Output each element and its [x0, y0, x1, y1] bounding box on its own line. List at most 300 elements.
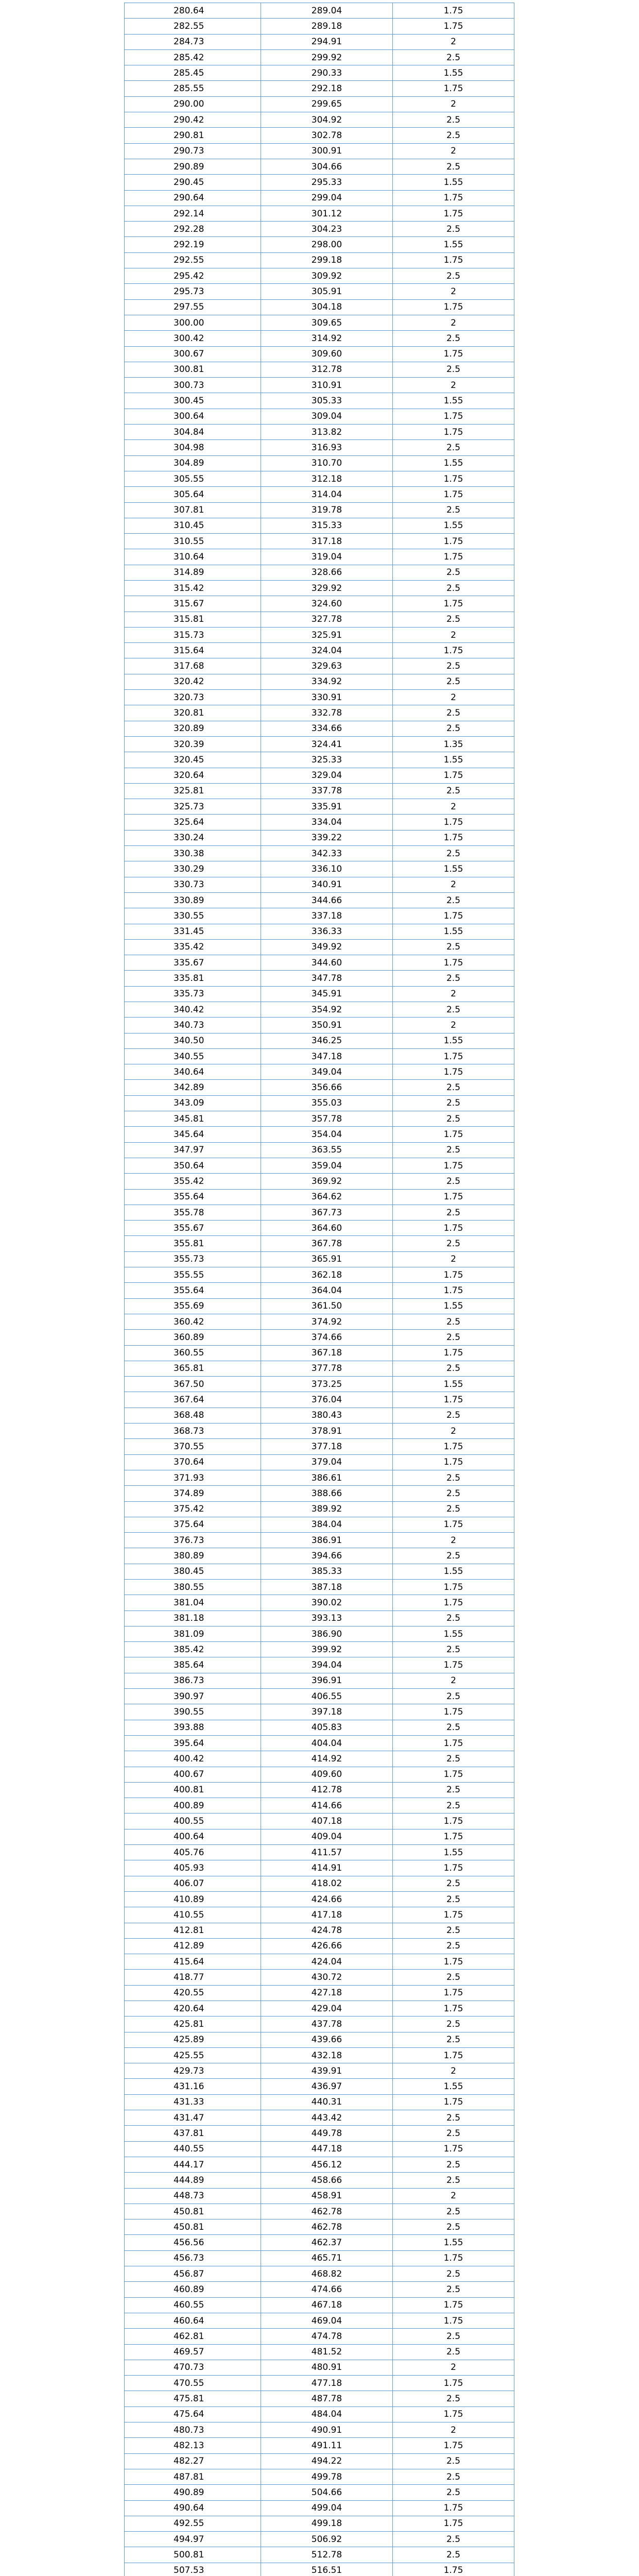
- table-row: [125, 143, 514, 159]
- table-cell: 381.18: [125, 1611, 261, 1626]
- table-cell: 320.64: [125, 768, 261, 783]
- table-row: [125, 1361, 514, 1376]
- table-cell: 300.00: [125, 315, 261, 330]
- table-cell: 355.78: [125, 1205, 261, 1220]
- table-cell: 1.75: [393, 409, 514, 424]
- table-row: [125, 2063, 514, 2079]
- table-row: [125, 2329, 514, 2344]
- table-cell: 336.10: [261, 861, 393, 877]
- table-row: [125, 783, 514, 799]
- table-cell: 365.91: [261, 1251, 393, 1267]
- table-cell: 374.89: [125, 1486, 261, 1501]
- table-cell: 300.67: [125, 346, 261, 362]
- table-cell: 1.75: [393, 2001, 514, 2016]
- table-cell: 468.82: [261, 2266, 393, 2282]
- table-row: [125, 721, 514, 736]
- table-cell: 1.55: [393, 2235, 514, 2250]
- table-cell: 377.18: [261, 1439, 393, 1454]
- table-row: [125, 752, 514, 768]
- table-row: [125, 1439, 514, 1454]
- table-cell: 397.18: [261, 1704, 393, 1720]
- table-cell: 425.81: [125, 2016, 261, 2032]
- table-cell: 344.66: [261, 892, 393, 908]
- table-cell: 299.65: [261, 96, 393, 112]
- table-cell: 491.11: [261, 2438, 393, 2453]
- table-cell: 400.42: [125, 1751, 261, 1767]
- table-cell: 2: [393, 1533, 514, 1548]
- table-cell: 1.75: [393, 425, 514, 440]
- table-cell: 360.55: [125, 1345, 261, 1361]
- table-cell: 313.82: [261, 425, 393, 440]
- table-cell: 299.04: [261, 190, 393, 206]
- table-cell: 512.78: [261, 2547, 393, 2563]
- table-cell: 305.91: [261, 284, 393, 299]
- table-cell: 315.67: [125, 596, 261, 612]
- table-cell: 1.75: [393, 2047, 514, 2063]
- table-cell: 405.83: [261, 1720, 393, 1735]
- table-cell: 2.5: [393, 1876, 514, 1891]
- table-row: [125, 1704, 514, 1720]
- table-cell: 320.45: [125, 752, 261, 768]
- table-cell: 2.5: [393, 1205, 514, 1220]
- table-cell: 2.5: [393, 1782, 514, 1798]
- table-cell: 2.5: [393, 1470, 514, 1485]
- table-cell: 424.78: [261, 1923, 393, 1938]
- table-cell: 1.75: [393, 1767, 514, 1782]
- table-cell: 404.04: [261, 1735, 393, 1751]
- table-cell: 417.18: [261, 1907, 393, 1923]
- table-cell: 355.55: [125, 1267, 261, 1283]
- table-row: [125, 190, 514, 206]
- table-row: [125, 2297, 514, 2313]
- table-cell: 325.64: [125, 815, 261, 830]
- table-cell: 487.81: [125, 2469, 261, 2484]
- table-cell: 2.5: [393, 112, 514, 128]
- table-cell: 456.73: [125, 2250, 261, 2266]
- table-row: [125, 674, 514, 689]
- table-cell: 448.73: [125, 2188, 261, 2204]
- table-cell: 315.33: [261, 518, 393, 533]
- table-row: [125, 268, 514, 284]
- table-cell: 394.04: [261, 1657, 393, 1673]
- table-cell: 330.55: [125, 908, 261, 924]
- table-cell: 1.75: [393, 1127, 514, 1142]
- table-cell: 400.67: [125, 1767, 261, 1782]
- table-row: [125, 1985, 514, 2001]
- table-row: [125, 1767, 514, 1782]
- table-row: [125, 2422, 514, 2438]
- table-cell: 450.81: [125, 2204, 261, 2219]
- table-cell: 456.56: [125, 2235, 261, 2250]
- table-row: [125, 1127, 514, 1142]
- table-cell: 1.55: [393, 175, 514, 190]
- table-cell: 405.93: [125, 1860, 261, 1876]
- table-row: [125, 1470, 514, 1485]
- table-cell: 2.5: [393, 1486, 514, 1501]
- table-row: [125, 534, 514, 549]
- table-cell: 437.78: [261, 2016, 393, 2032]
- table-cell: 330.91: [261, 690, 393, 705]
- table-cell: 458.66: [261, 2173, 393, 2188]
- table-cell: 469.57: [125, 2344, 261, 2360]
- table-cell: 490.91: [261, 2422, 393, 2438]
- table-cell: 337.78: [261, 783, 393, 799]
- table-cell: 1.55: [393, 455, 514, 471]
- table-cell: 1.75: [393, 815, 514, 830]
- table-cell: 300.81: [125, 362, 261, 377]
- table-cell: 309.65: [261, 315, 393, 330]
- table-cell: 393.88: [125, 1720, 261, 1735]
- table-cell: 340.55: [125, 1048, 261, 1064]
- table-cell: 499.04: [261, 2500, 393, 2516]
- table-cell: 470.55: [125, 2376, 261, 2391]
- table-cell: 314.89: [125, 565, 261, 580]
- table-cell: 2.5: [393, 2204, 514, 2219]
- table-cell: 415.64: [125, 1954, 261, 1970]
- table-cell: 1.35: [393, 736, 514, 752]
- table-cell: 1.75: [393, 2406, 514, 2422]
- table-cell: 290.89: [125, 159, 261, 174]
- table-row: [125, 1018, 514, 1033]
- table-row: [125, 2235, 514, 2250]
- table-cell: 345.81: [125, 1111, 261, 1127]
- table-cell: 1.75: [393, 643, 514, 658]
- table-row: [125, 1517, 514, 1532]
- table-cell: 354.04: [261, 1127, 393, 1142]
- table-cell: 316.93: [261, 440, 393, 455]
- table-cell: 437.81: [125, 2126, 261, 2141]
- table-cell: 2: [393, 284, 514, 299]
- table-cell: 285.45: [125, 65, 261, 81]
- table-row: [125, 939, 514, 955]
- table-cell: 336.33: [261, 924, 393, 939]
- table-row: [125, 861, 514, 877]
- table-cell: 290.81: [125, 128, 261, 143]
- table-cell: 1.75: [393, 1579, 514, 1595]
- table-cell: 1.75: [393, 2141, 514, 2157]
- table-cell: 349.04: [261, 1064, 393, 1080]
- table-row: [125, 1798, 514, 1814]
- table-row: [125, 1345, 514, 1361]
- table-row: [125, 1423, 514, 1439]
- table-cell: 355.64: [125, 1189, 261, 1205]
- table-cell: 2.5: [393, 502, 514, 518]
- table-cell: 2.5: [393, 580, 514, 596]
- table-cell: 349.92: [261, 939, 393, 955]
- table-cell: 1.75: [393, 2376, 514, 2391]
- table-cell: 334.04: [261, 815, 393, 830]
- table-cell: 396.91: [261, 1673, 393, 1688]
- table-cell: 2: [393, 2360, 514, 2375]
- table-row: [125, 2141, 514, 2157]
- table-row: [125, 1720, 514, 1735]
- table-cell: 475.64: [125, 2406, 261, 2422]
- table-cell: 317.18: [261, 534, 393, 549]
- table-cell: 1.75: [393, 1158, 514, 1173]
- table-cell: 367.18: [261, 1345, 393, 1361]
- table-cell: 340.50: [125, 1033, 261, 1048]
- table-row: [125, 2360, 514, 2375]
- table-cell: 388.66: [261, 1486, 393, 1501]
- table-cell: 329.92: [261, 580, 393, 596]
- table-cell: 381.04: [125, 1595, 261, 1611]
- table-cell: 429.04: [261, 2001, 393, 2016]
- table-cell: 2: [393, 877, 514, 892]
- table-cell: 439.91: [261, 2063, 393, 2079]
- table-row: [125, 2266, 514, 2282]
- table-cell: 309.04: [261, 409, 393, 424]
- table-row: [125, 1860, 514, 1876]
- table-row: [125, 1845, 514, 1860]
- table-row: [125, 2079, 514, 2094]
- table-row: [125, 1283, 514, 1298]
- table-cell: 300.42: [125, 331, 261, 346]
- table-cell: 345.91: [261, 986, 393, 1002]
- table-cell: 469.04: [261, 2313, 393, 2328]
- table-cell: 2.5: [393, 658, 514, 674]
- table-cell: 1.75: [393, 19, 514, 34]
- table-cell: 335.42: [125, 939, 261, 955]
- table-cell: 298.00: [261, 237, 393, 252]
- table-cell: 470.73: [125, 2360, 261, 2375]
- table-cell: 304.66: [261, 159, 393, 174]
- table-cell: 355.42: [125, 1174, 261, 1189]
- table-body: [125, 3, 514, 2576]
- table-cell: 315.81: [125, 612, 261, 627]
- table-cell: 406.55: [261, 1689, 393, 1704]
- table-cell: 343.09: [125, 1095, 261, 1111]
- table-row: [125, 2282, 514, 2297]
- table-cell: 1.75: [393, 596, 514, 612]
- table-row: [125, 1782, 514, 1798]
- table-cell: 482.27: [125, 2453, 261, 2469]
- table-cell: 359.04: [261, 1158, 393, 1173]
- table-cell: 2.5: [393, 2547, 514, 2563]
- table-cell: 444.89: [125, 2173, 261, 2188]
- table-cell: 2.5: [393, 2173, 514, 2188]
- table-cell: 2.5: [393, 674, 514, 689]
- table-cell: 2.5: [393, 783, 514, 799]
- table-row: [125, 1095, 514, 1111]
- table-row: [125, 1579, 514, 1595]
- table-cell: 340.64: [125, 1064, 261, 1080]
- table-cell: 2.5: [393, 1361, 514, 1376]
- table-cell: 1.55: [393, 1845, 514, 1860]
- table-cell: 2.5: [393, 2266, 514, 2282]
- table-row: [125, 830, 514, 845]
- table-cell: 414.92: [261, 1751, 393, 1767]
- table-cell: 2: [393, 1251, 514, 1267]
- table-row: [125, 1330, 514, 1345]
- table-cell: 369.92: [261, 1174, 393, 1189]
- table-row: [125, 1486, 514, 1501]
- table-cell: 2: [393, 1423, 514, 1439]
- table-cell: 339.22: [261, 830, 393, 845]
- table-cell: 320.39: [125, 736, 261, 752]
- table-row: [125, 1611, 514, 1626]
- table-cell: 1.75: [393, 1345, 514, 1361]
- table-cell: 389.92: [261, 1501, 393, 1517]
- table-cell: 390.55: [125, 1704, 261, 1720]
- table-cell: 440.55: [125, 2141, 261, 2157]
- table-cell: 380.55: [125, 1579, 261, 1595]
- table-cell: 1.75: [393, 1517, 514, 1532]
- table-cell: 334.66: [261, 721, 393, 736]
- table-cell: 424.04: [261, 1954, 393, 1970]
- table-row: [125, 315, 514, 330]
- table-cell: 1.75: [393, 346, 514, 362]
- table-row: [125, 1501, 514, 1517]
- table-cell: 492.55: [125, 2516, 261, 2531]
- table-row: [125, 2485, 514, 2500]
- table-row: [125, 409, 514, 424]
- table-cell: 332.78: [261, 705, 393, 721]
- table-cell: 2.5: [393, 1314, 514, 1329]
- table-cell: 307.81: [125, 502, 261, 518]
- table-cell: 2.5: [393, 2219, 514, 2235]
- table-row: [125, 2516, 514, 2531]
- table-cell: 334.92: [261, 674, 393, 689]
- table-cell: 409.60: [261, 1767, 393, 1782]
- table-cell: 1.75: [393, 1454, 514, 1470]
- table-cell: 2.5: [393, 1938, 514, 1954]
- table-cell: 1.55: [393, 1033, 514, 1048]
- table-cell: 2.5: [393, 1501, 514, 1517]
- table-cell: 1.55: [393, 518, 514, 533]
- table-row: [125, 2219, 514, 2235]
- table-cell: 364.04: [261, 1283, 393, 1298]
- table-cell: 375.42: [125, 1501, 261, 1517]
- table-cell: 449.78: [261, 2126, 393, 2141]
- table-cell: 368.48: [125, 1408, 261, 1423]
- table-cell: 355.64: [125, 1283, 261, 1298]
- table-row: [125, 2047, 514, 2063]
- table-row: [125, 471, 514, 486]
- table-row: [125, 1205, 514, 1220]
- table-row: [125, 1970, 514, 1985]
- table-cell: 506.92: [261, 2532, 393, 2547]
- table-cell: 370.64: [125, 1454, 261, 1470]
- table-cell: 330.38: [125, 846, 261, 861]
- table-row: [125, 2563, 514, 2576]
- table-cell: 2.5: [393, 2453, 514, 2469]
- table-cell: 299.92: [261, 49, 393, 65]
- table-cell: 384.04: [261, 1517, 393, 1532]
- table-cell: 2.5: [393, 1689, 514, 1704]
- table-cell: 414.66: [261, 1798, 393, 1814]
- table-cell: 387.18: [261, 1579, 393, 1595]
- table-row: [125, 1954, 514, 1970]
- table-cell: 320.42: [125, 674, 261, 689]
- table-cell: 425.55: [125, 2047, 261, 2063]
- table-cell: 329.04: [261, 768, 393, 783]
- table-cell: 2: [393, 315, 514, 330]
- table-row: [125, 1298, 514, 1314]
- table-cell: 474.78: [261, 2329, 393, 2344]
- table-cell: 1.75: [393, 1267, 514, 1283]
- table-cell: 2.5: [393, 1080, 514, 1095]
- table-cell: 400.55: [125, 1814, 261, 1829]
- table-cell: 460.55: [125, 2297, 261, 2313]
- table-cell: 436.97: [261, 2079, 393, 2094]
- table-cell: 2.5: [393, 1002, 514, 1018]
- table-cell: 2.5: [393, 1611, 514, 1626]
- table-row: [125, 955, 514, 971]
- table-cell: 516.51: [261, 2563, 393, 2576]
- table-cell: 2.5: [393, 1174, 514, 1189]
- table-row: [125, 3, 514, 19]
- table-cell: 430.72: [261, 1970, 393, 1985]
- table-cell: 294.91: [261, 34, 393, 49]
- table-cell: 2: [393, 2422, 514, 2438]
- table-row: [125, 892, 514, 908]
- table-cell: 2.5: [393, 2485, 514, 2500]
- table-cell: 285.55: [125, 81, 261, 96]
- table-cell: 295.73: [125, 284, 261, 299]
- table-row: [125, 690, 514, 705]
- table-cell: 2.5: [393, 1236, 514, 1251]
- table-cell: 504.66: [261, 2485, 393, 2500]
- table-cell: 426.66: [261, 1938, 393, 1954]
- table-cell: 2: [393, 378, 514, 393]
- table-cell: 1.75: [393, 1985, 514, 2001]
- table-cell: 1.75: [393, 830, 514, 845]
- table-cell: 373.25: [261, 1377, 393, 1392]
- table-row: [125, 549, 514, 565]
- table-cell: 2.5: [393, 721, 514, 736]
- table-cell: 2: [393, 627, 514, 642]
- table-cell: 324.41: [261, 736, 393, 752]
- table-row: [125, 2250, 514, 2266]
- table-cell: 462.81: [125, 2329, 261, 2344]
- table-cell: 484.04: [261, 2406, 393, 2422]
- table-cell: 1.75: [393, 1829, 514, 1844]
- table-row: [125, 1533, 514, 1548]
- table-cell: 310.45: [125, 518, 261, 533]
- table-row: [125, 908, 514, 924]
- table-cell: 474.66: [261, 2282, 393, 2297]
- table-cell: 429.73: [125, 2063, 261, 2079]
- table-cell: 357.78: [261, 1111, 393, 1127]
- table-cell: 400.81: [125, 1782, 261, 1798]
- table-cell: 289.04: [261, 3, 393, 19]
- table-row: [125, 1189, 514, 1205]
- table-cell: 1.75: [393, 908, 514, 924]
- table-row: [125, 2547, 514, 2563]
- table-row: [125, 1923, 514, 1938]
- table-cell: 1.75: [393, 299, 514, 315]
- table-cell: 1.75: [393, 1735, 514, 1751]
- table-cell: 1.55: [393, 752, 514, 768]
- table-row: [125, 252, 514, 268]
- table-cell: 2.5: [393, 2016, 514, 2032]
- table-cell: 289.18: [261, 19, 393, 34]
- table-row: [125, 1657, 514, 1673]
- table-cell: 499.18: [261, 2516, 393, 2531]
- table-row: [125, 206, 514, 221]
- table-cell: 304.18: [261, 299, 393, 315]
- table-cell: 340.91: [261, 877, 393, 892]
- table-cell: 2.5: [393, 2532, 514, 2547]
- table-cell: 320.81: [125, 705, 261, 721]
- table-cell: 2.5: [393, 1095, 514, 1111]
- table-cell: 380.45: [125, 1564, 261, 1579]
- table-cell: 310.64: [125, 549, 261, 565]
- table-cell: 379.04: [261, 1454, 393, 1470]
- table-cell: 292.55: [125, 252, 261, 268]
- table-cell: 1.75: [393, 81, 514, 96]
- table-cell: 2.5: [393, 846, 514, 861]
